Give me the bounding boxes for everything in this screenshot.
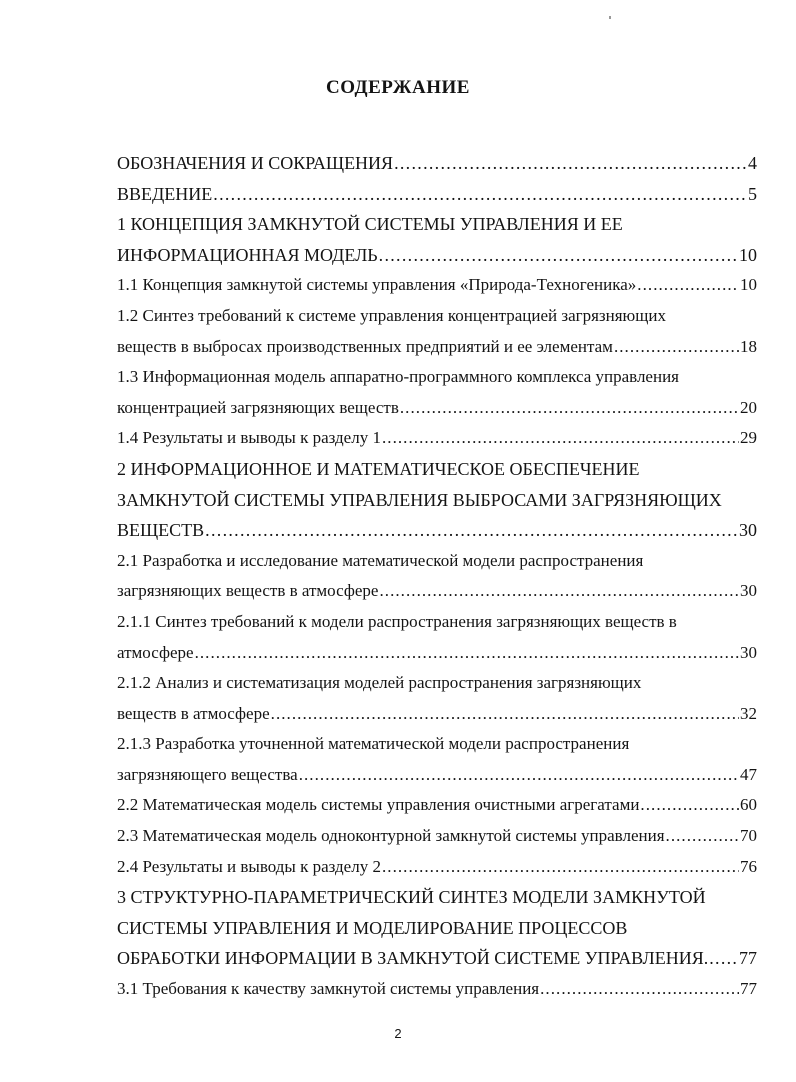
toc-page-number: 29 <box>740 428 757 448</box>
toc-page-number: 30 <box>739 520 757 541</box>
dot-leader <box>400 393 739 424</box>
toc-entry-last-line <box>117 423 757 454</box>
toc-line <box>117 729 757 760</box>
dot-leader <box>195 638 739 669</box>
toc-entry-text: загрязняющего вещества <box>117 764 298 784</box>
toc-entry-last-line <box>117 699 757 730</box>
toc-line <box>117 790 757 821</box>
toc-line <box>117 393 757 424</box>
dot-leader <box>299 760 739 791</box>
dot-leader <box>213 179 747 210</box>
toc-entry-text: 2.1.2 Анализ и систематизация моделей распространения загрязняющих <box>117 673 642 693</box>
toc-line <box>117 760 757 791</box>
toc-entry-last-line <box>117 179 757 210</box>
toc-entry-text: 1.2 Синтез требований к системе управления концентрацией загрязняющих <box>117 305 666 325</box>
toc-page-number: 77 <box>739 948 757 969</box>
dot-leader <box>709 943 738 974</box>
toc-entry-text: 3.1 Требования к качеству замкнутой системы управления <box>117 979 540 999</box>
toc-line <box>117 179 757 210</box>
toc-page-number: 30 <box>740 642 757 662</box>
toc-entry-text: 1.1 Концепция замкнутой системы управления «Природа-Техногеника» <box>117 275 637 295</box>
dot-leader <box>382 852 739 883</box>
toc-line <box>117 882 757 913</box>
toc-line <box>117 913 757 944</box>
toc-page-number: 20 <box>740 397 757 417</box>
dot-leader <box>205 515 738 546</box>
toc-entry-text: веществ в атмосфере <box>117 703 270 723</box>
toc-entry-text: атмосфере <box>117 642 194 662</box>
toc-entry-text: 1 КОНЦЕПЦИЯ ЗАМКНУТОЙ СИСТЕМЫ УПРАВЛЕНИЯ И ЕЕ <box>117 214 623 235</box>
toc-entry-last-line <box>117 515 757 546</box>
page-title: СОДЕРЖАНИЕ <box>326 77 470 98</box>
toc-line <box>117 485 757 516</box>
toc-entry-last-line <box>117 270 757 301</box>
toc-entry-text: ИНФОРМАЦИОННАЯ МОДЕЛЬ <box>117 244 378 265</box>
dot-leader <box>394 148 747 179</box>
toc-entry-text: ОБОЗНАЧЕНИЯ И СОКРАЩЕНИЯ <box>117 153 394 173</box>
toc-line <box>117 607 757 638</box>
toc-entry-text: ВЕЩЕСТВ <box>117 520 205 541</box>
toc-page-number: 10 <box>739 244 757 265</box>
toc-line <box>117 240 757 271</box>
toc-page-number: 30 <box>740 581 757 601</box>
toc-page-number: 18 <box>740 336 757 356</box>
toc-entry-text: 2 ИНФОРМАЦИОННОЕ И МАТЕМАТИЧЕСКОЕ ОБЕСПЕЧЕНИЕ <box>117 458 640 479</box>
toc-page-number: 32 <box>740 703 757 723</box>
toc-line <box>117 148 757 179</box>
dot-leader <box>379 576 739 607</box>
toc-entry-text: СИСТЕМЫ УПРАВЛЕНИЯ И МОДЕЛИРОВАНИЕ ПРОЦЕССОВ <box>117 917 628 938</box>
toc-entry-text: 2.3 Математическая модель одноконтурной замкнутой системы управления <box>117 826 665 846</box>
toc-entry-text: концентрацией загрязняющих веществ <box>117 397 399 417</box>
toc-page-number: 47 <box>740 764 757 784</box>
toc-line <box>117 576 757 607</box>
toc-line <box>117 821 757 852</box>
toc-entry-last-line <box>117 760 757 791</box>
toc-entry-text: 1.3 Информационная модель аппаратно-программного комплекса управления <box>117 367 679 387</box>
toc-page-number: 77 <box>740 979 757 999</box>
toc-entry-text: ОБРАБОТКИ ИНФОРМАЦИИ В ЗАМКНУТОЙ СИСТЕМЕ УПРАВЛЕНИЯ. <box>117 948 709 969</box>
toc-line <box>117 209 757 240</box>
toc-page-number: 70 <box>740 826 757 846</box>
toc-line <box>117 515 757 546</box>
toc-line <box>117 423 757 454</box>
toc-line <box>117 668 757 699</box>
dot-leader <box>640 790 739 821</box>
toc-line <box>117 362 757 393</box>
toc-entry-last-line <box>117 332 757 363</box>
toc-line <box>117 301 757 332</box>
dot-leader <box>382 423 739 454</box>
page-number: 2 <box>394 1026 402 1041</box>
dot-leader <box>614 332 739 363</box>
toc-entry-last-line <box>117 790 757 821</box>
toc-line <box>117 852 757 883</box>
toc-entry-text: ЗАМКНУТОЙ СИСТЕМЫ УПРАВЛЕНИЯ ВЫБРОСАМИ ЗАГРЯЗНЯЮЩИХ <box>117 489 722 510</box>
toc-entry-last-line <box>117 148 757 179</box>
toc-entry-text: 2.1.1 Синтез требований к модели распространения загрязняющих веществ в <box>117 611 677 631</box>
toc-entry-text: 2.4 Результаты и выводы к разделу 2 <box>117 856 381 876</box>
toc-entry-last-line <box>117 943 757 974</box>
dot-leader <box>637 270 739 301</box>
toc-line <box>117 974 757 1005</box>
toc-entry-text: 1.4 Результаты и выводы к разделу 1 <box>117 428 381 448</box>
toc-page-number: 10 <box>740 275 757 295</box>
toc-entry-text: 2.1 Разработка и исследование математической модели распространения <box>117 550 644 570</box>
dot-leader <box>666 821 739 852</box>
toc-entry-last-line <box>117 974 757 1005</box>
toc-line <box>117 270 757 301</box>
scan-speck <box>609 16 611 19</box>
toc-entry-text: веществ в выбросах производственных предприятий и ее элементам <box>117 336 613 356</box>
toc-line <box>117 638 757 669</box>
toc-page-number: 60 <box>740 795 757 815</box>
toc-entry-text: 3 СТРУКТУРНО-ПАРАМЕТРИЧЕСКИЙ СИНТЕЗ МОДЕЛИ ЗАМКНУТОЙ <box>117 887 706 908</box>
toc-line <box>117 699 757 730</box>
toc-entry-last-line <box>117 240 757 271</box>
toc-page-number: 4 <box>748 153 757 173</box>
toc-line <box>117 943 757 974</box>
dot-leader <box>540 974 739 1005</box>
dot-leader <box>271 699 739 730</box>
toc-line <box>117 332 757 363</box>
toc-entry-text: загрязняющих веществ в атмосфере <box>117 581 379 601</box>
toc-entry-last-line <box>117 852 757 883</box>
toc-entry-last-line <box>117 393 757 424</box>
toc-entry-text: ВВЕДЕНИЕ <box>117 183 213 204</box>
toc-page-number: 76 <box>740 856 757 876</box>
toc-entry-last-line <box>117 638 757 669</box>
toc-line <box>117 546 757 577</box>
toc-page-number: 5 <box>748 183 757 204</box>
toc-entry-last-line <box>117 821 757 852</box>
toc-line <box>117 454 757 485</box>
toc-entry-text: 2.1.3 Разработка уточненной математической модели распространения <box>117 734 630 754</box>
toc-entry-last-line <box>117 576 757 607</box>
toc-entry-text: 2.2 Математическая модель системы управления очистными агрегатами <box>117 795 640 815</box>
table-of-contents <box>117 148 757 1005</box>
dot-leader <box>379 240 738 271</box>
